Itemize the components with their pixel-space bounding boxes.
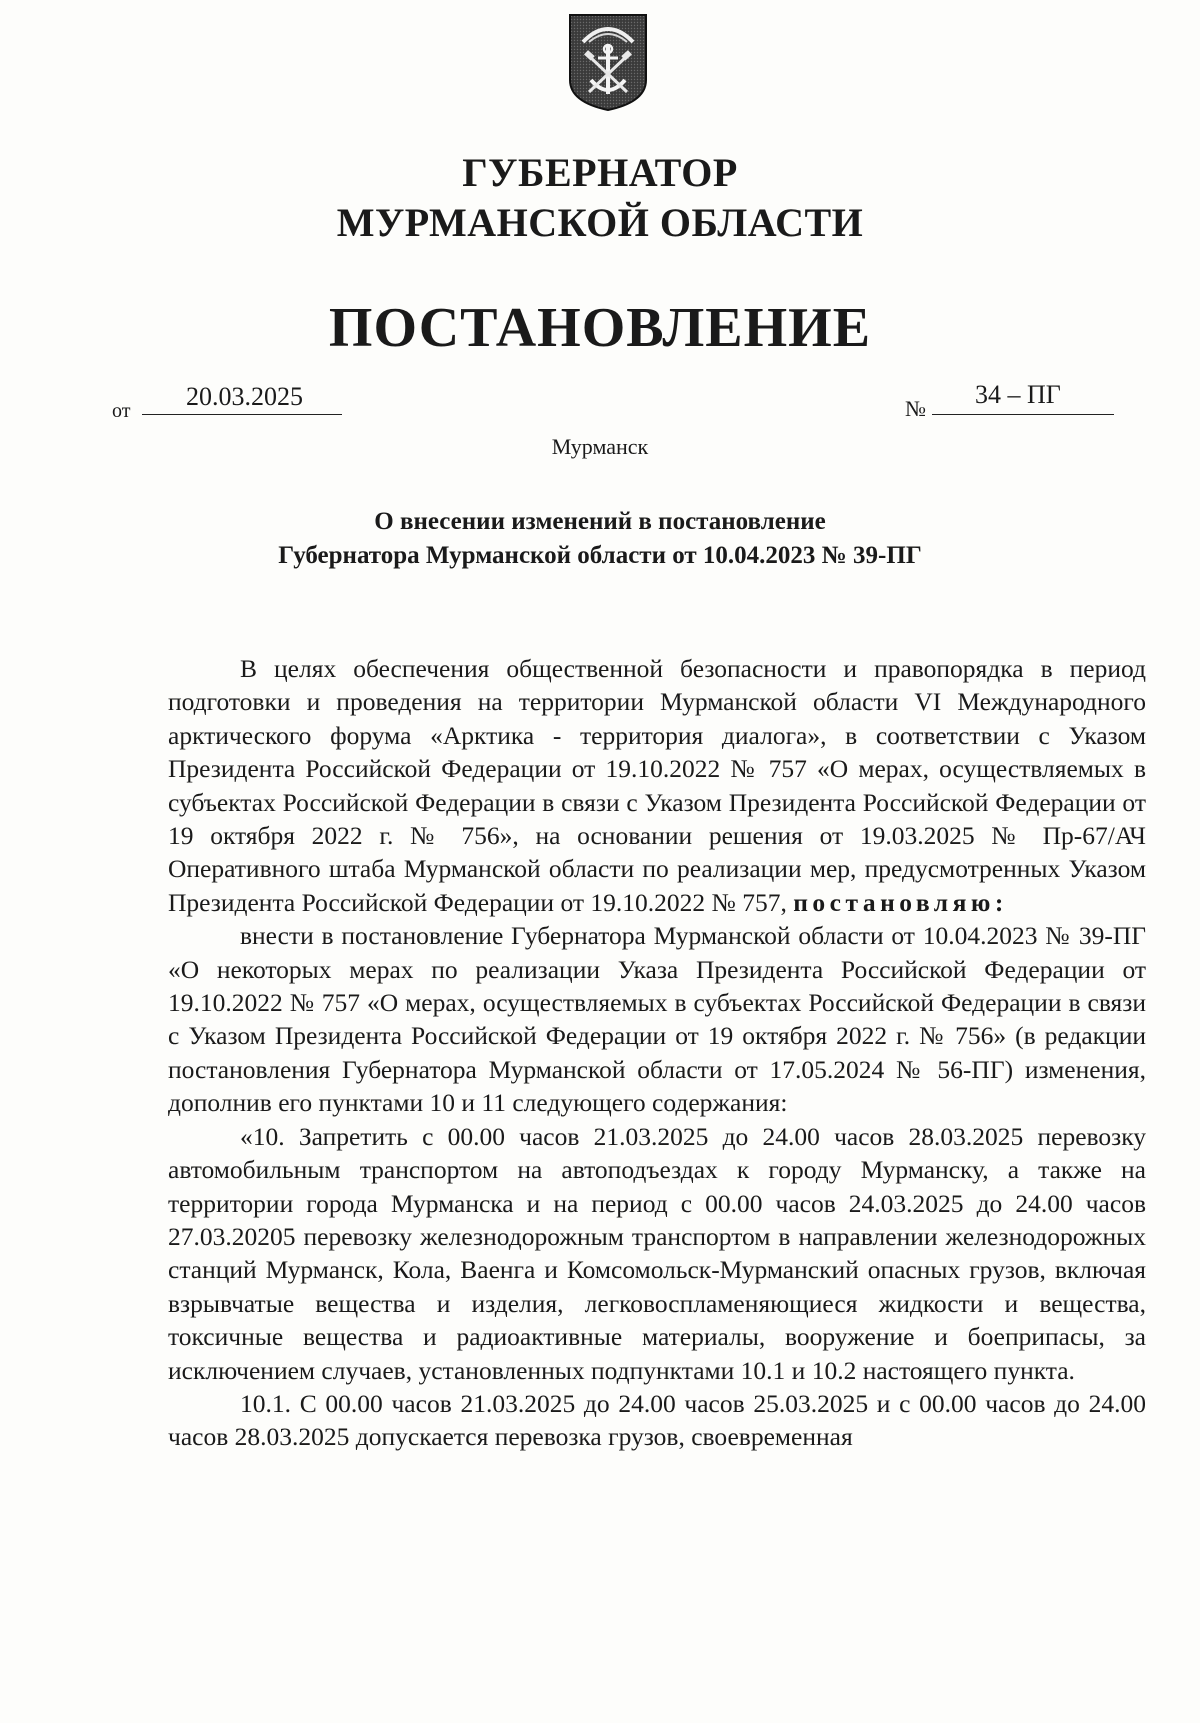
document-date: 20.03.2025 <box>186 382 303 411</box>
subject-line2: Губернатора Мурманской области от 10.04.2023 № 39-ПГ <box>278 542 922 569</box>
date-prefix: от <box>112 400 131 422</box>
date-underline <box>142 414 342 415</box>
document-type-heading: ПОСТАНОВЛЕНИЕ <box>328 297 872 359</box>
preamble-text: В целях обеспечения общественной безопасности и правопорядка в период подготовки и проведения на территории Мурманской области VI Международного арктического форума «Арктика - территория диалога», в соответствии с Указом Президента Российской Федерации от 19.10.2022 № 757 «О мерах, осуществляемых в субъектах Российской Федерации в связи с Указом Президента Российской Федерации от 19 октября 2022 г. № 756», на основании решения от 19.03.2025 № Пр-67/АЧ Оперативного штаба Мурманской области по реализации мер, предусмотренных Указом Президента Российской Федерации от 19.10.2022 № 757, <box>168 654 1146 917</box>
authority-title-line1: ГУБЕРНАТОР <box>462 150 738 195</box>
authority-title-line2: МУРМАНСКОЙ ОБЛАСТИ <box>336 200 864 245</box>
paragraph-preamble <box>168 652 1146 919</box>
paragraph-item-10-1: 10.1. С 00.00 часов 21.03.2025 до 24.00 часов 25.03.2025 и с 00.00 часов до 24.00 часов 28.03.2025 допускается перевозка грузов, своевременная <box>168 1388 1146 1452</box>
coat-of-arms-icon <box>567 12 649 112</box>
paragraph-item-10: «10. Запретить с 00.00 часов 21.03.2025 до 24.00 часов 28.03.2025 перевозку автомобильным транспортом на автоподъездах к городу Мурманску, а также на территории города Мурманска и на период с 00.00 часов 24.03.2025 до 24.00 часов 27.03.20205 перевозку железнодорожным транспортом в направлении железнодорожных станций Мурманск, Кола, Ваенга и Комсомольск-Мурманский опасных грузов, включая взрывчатые вещества и изделия, легковоспламеняющиеся жидкости и вещества, токсичные вещества и радиоактивные материалы, вооружение и боеприпасы, за исключением случаев, установленных подпунктами 10.1 и 10.2 настоящего пункта. <box>168 1121 1146 1385</box>
number-underline <box>932 414 1114 415</box>
paragraph-amendment: внести в постановление Губернатора Мурманской области от 10.04.2023 № 39-ПГ «О некоторых мерах по реализации Указа Президента Российской Федерации от 19.10.2022 № 757 «О мерах, осуществляемых в субъектах Российской Федерации в связи с Указом Президента Российской Федерации от 19 октября 2022 г. № 756» (в редакции постановления Губернатора Мурманской области от 17.05.2024 № 56-ПГ) изменения, дополнив его пунктами 10 и 11 следующего содержания: <box>168 921 1146 1118</box>
document-body <box>168 652 1146 1454</box>
document-number: 34 – ПГ <box>975 380 1061 409</box>
number-prefix: № <box>905 396 926 421</box>
subject-line1: О внесении изменений в постановление <box>374 508 826 535</box>
document-subject <box>0 505 1200 573</box>
issue-city: Мурманск <box>551 434 649 459</box>
date-number-row <box>0 380 1200 420</box>
decree-word: постановляю: <box>793 887 1008 917</box>
